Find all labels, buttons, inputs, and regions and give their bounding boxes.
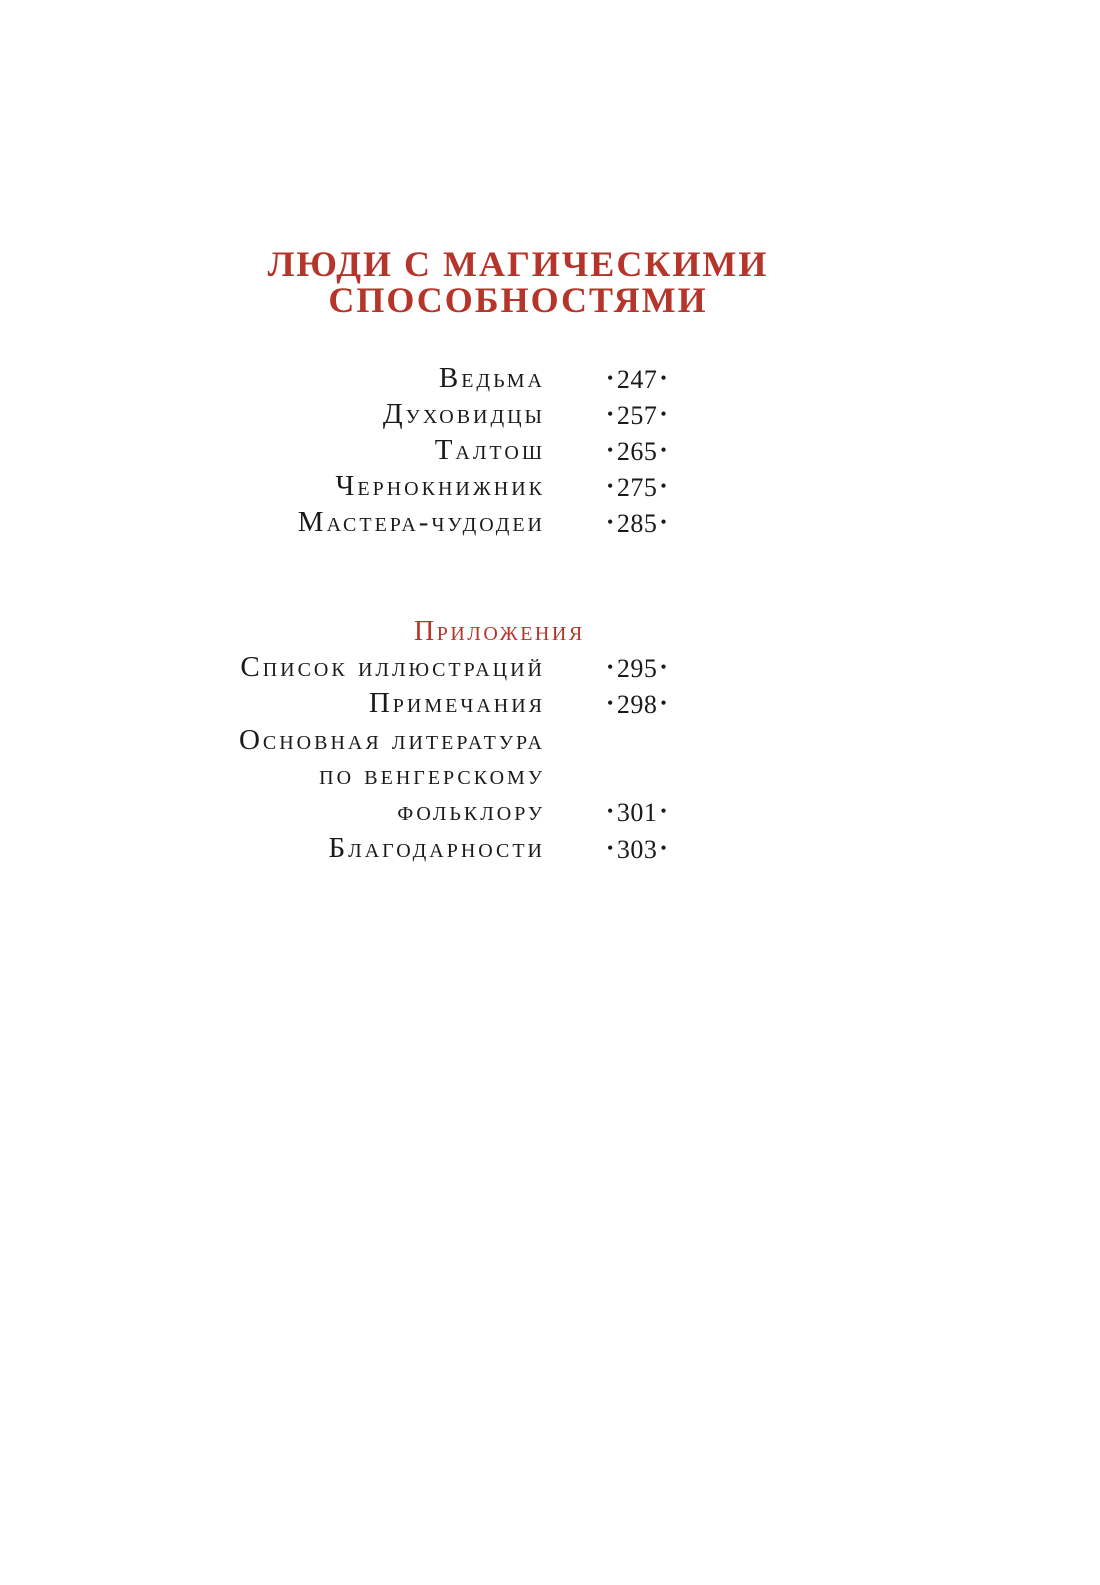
bullet-icon: • (660, 838, 668, 858)
bullet-icon: • (660, 476, 668, 496)
bullet-icon: • (607, 368, 614, 388)
toc-entry-label: фольклору (397, 795, 545, 827)
bullet-icon: • (607, 801, 614, 821)
toc-entry-page (604, 432, 670, 470)
toc-entry-page (604, 830, 670, 868)
page-number: 265 (616, 437, 658, 466)
page-number: 295 (616, 654, 658, 683)
bullet-icon: • (607, 476, 614, 496)
toc-entry-page (604, 685, 670, 723)
appendix-title: Приложения (414, 616, 585, 647)
bullet-icon: • (660, 440, 668, 460)
toc-entry[interactable] (0, 432, 1100, 468)
toc-entry-page (604, 396, 670, 434)
page-number: 247 (616, 365, 658, 394)
section-title-line-1: ЛЮДИ С МАГИЧЕСКИМИ (267, 244, 769, 284)
page-number: 303 (616, 835, 658, 864)
toc-entry[interactable] (0, 360, 1100, 396)
toc-entry-page (604, 793, 670, 831)
bullet-icon: • (660, 404, 668, 424)
toc-entry[interactable] (0, 722, 1100, 758)
toc-entry-page (604, 504, 670, 542)
toc-entry-label: Мастера-чудодеи (297, 506, 545, 538)
bullet-icon: • (660, 801, 668, 821)
toc-entry-continuation[interactable] (0, 793, 1100, 829)
toc-entry[interactable] (0, 830, 1100, 866)
toc-entry-page (604, 468, 670, 506)
bullet-icon: • (607, 838, 614, 858)
bullet-icon: • (607, 440, 614, 460)
toc-entry-label: Талтош (434, 434, 545, 466)
toc-entry-label: Духовидцы (382, 398, 545, 430)
toc-entry-label: Список иллюстраций (240, 651, 545, 683)
bullet-icon: • (660, 657, 668, 677)
bullet-icon: • (607, 693, 614, 713)
section-title (218, 246, 818, 318)
toc-entry-page (604, 649, 670, 687)
page-number: 275 (616, 473, 658, 502)
toc-entry[interactable] (0, 649, 1100, 685)
toc-entry-label: Примечания (368, 687, 545, 719)
toc-entry-label: Благодарности (328, 832, 545, 864)
toc-entry-continuation[interactable] (0, 757, 1100, 793)
toc-entry-label: Чернокнижник (335, 470, 545, 502)
bullet-icon: • (660, 368, 668, 388)
page-number: 301 (616, 798, 658, 827)
toc-entry[interactable] (0, 685, 1100, 721)
toc-entry-label: по венгерскому (319, 759, 545, 791)
bullet-icon: • (607, 404, 614, 424)
bullet-icon: • (607, 657, 614, 677)
section-title-line-2: СПОСОБНОСТЯМИ (328, 280, 708, 320)
bullet-icon: • (660, 693, 668, 713)
page-number: 298 (616, 690, 658, 719)
toc-entry[interactable] (0, 504, 1100, 540)
toc-entry-label: Основная литература (238, 724, 545, 756)
bullet-icon: • (660, 512, 668, 532)
bullet-icon: • (607, 512, 614, 532)
toc-entry-page (604, 360, 670, 398)
toc-entry[interactable] (0, 396, 1100, 432)
page-number: 285 (616, 509, 658, 538)
toc-entry[interactable] (0, 468, 1100, 504)
page-number: 257 (616, 401, 658, 430)
toc-entry-label: Ведьма (438, 362, 545, 394)
